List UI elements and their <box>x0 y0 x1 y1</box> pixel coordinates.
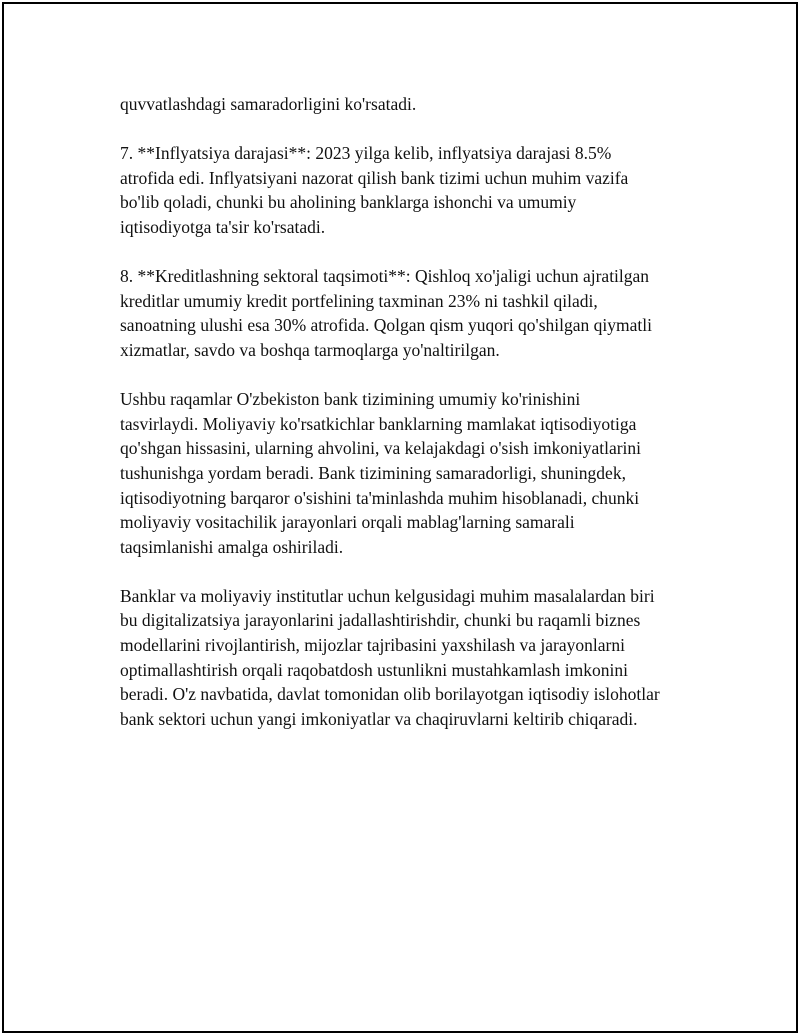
text-line: bo'lib qoladi, chunki bu aholining banklarga ishonchi va umumiy <box>120 192 577 213</box>
text-line: beradi. O'z navbatida, davlat tomonidan olib borilayotgan iqtisodiy islohotlar <box>120 684 660 705</box>
text-line: 7. **Inflyatsiya darajasi**: 2023 yilga kelib, inflyatsiya darajasi 8.5% <box>120 143 612 164</box>
text-line: bank sektori uchun yangi imkoniyatlar va chaqiruvlarni keltirib chiqaradi. <box>120 708 638 729</box>
text-line: atrofida edi. Inflyatsiyani nazorat qilish bank tizimi uchun muhim vazifa <box>120 167 629 188</box>
document-page <box>2 2 798 1033</box>
paragraph-sector-credit <box>120 264 710 362</box>
text-line: iqtisodiyotga ta'sir ko'rsatadi. <box>120 216 326 237</box>
text-line: tasvirlaydi. Moliyaviy ko'rsatkichlar banklarning mamlakat iqtisodiyotiga <box>120 413 637 434</box>
text-line: iqtisodiyotning barqaror o'sishini ta'minlashda muhim hisoblanadi, chunki <box>120 487 640 508</box>
text-line: qo'shgan hissasini, ularning ahvolini, va kelajakdagi o'sish imkoniyatlarini <box>120 438 642 459</box>
document-body <box>120 92 710 756</box>
text-line: sanoatning ulushi esa 30% atrofida. Qolgan qism yuqori qo'shilgan qiymatli <box>120 315 652 336</box>
text-line: xizmatlar, savdo va boshqa tarmoqlarga yo'naltirilgan. <box>120 339 500 360</box>
text-line: quvvatlashdagi samaradorligini ko'rsatadi. <box>120 94 417 114</box>
text-line: Banklar va moliyaviy institutlar uchun kelgusidagi muhim masalalardan biri <box>120 585 655 606</box>
text-line: modellarini rivojlantirish, mijozlar tajribasini yaxshilash va jarayonlarni <box>120 635 625 656</box>
text-line: taqsimlanishi amalga oshiriladi. <box>120 536 344 557</box>
text-line: Ushbu raqamlar O'zbekiston bank tizimining umumiy ko'rinishini <box>120 389 581 410</box>
text-line: 8. **Kreditlashning sektoral taqsimoti**: Qishloq xo'jaligi uchun ajratilgan <box>120 266 650 287</box>
text-line: tushunishga yordam beradi. Bank tizimining samaradorligi, shuningdek, <box>120 462 626 483</box>
paragraph-inflation-rate <box>120 141 710 239</box>
paragraph-overview <box>120 387 710 559</box>
text-line: bu digitalizatsiya jarayonlarini jadallashtirishdir, chunki bu raqamli biznes <box>120 610 641 631</box>
paragraph-continuation <box>120 92 710 117</box>
paragraph-digitalization <box>120 584 710 732</box>
text-line: kreditlar umumiy kredit portfelining taxminan 23% ni tashkil qiladi, <box>120 290 598 311</box>
text-line: moliyaviy vositachilik jarayonlari orqali mablag'larning samarali <box>120 512 575 533</box>
text-line: optimallashtirish orqali raqobatdosh ustunlikni mustahkamlash imkonini <box>120 659 628 680</box>
